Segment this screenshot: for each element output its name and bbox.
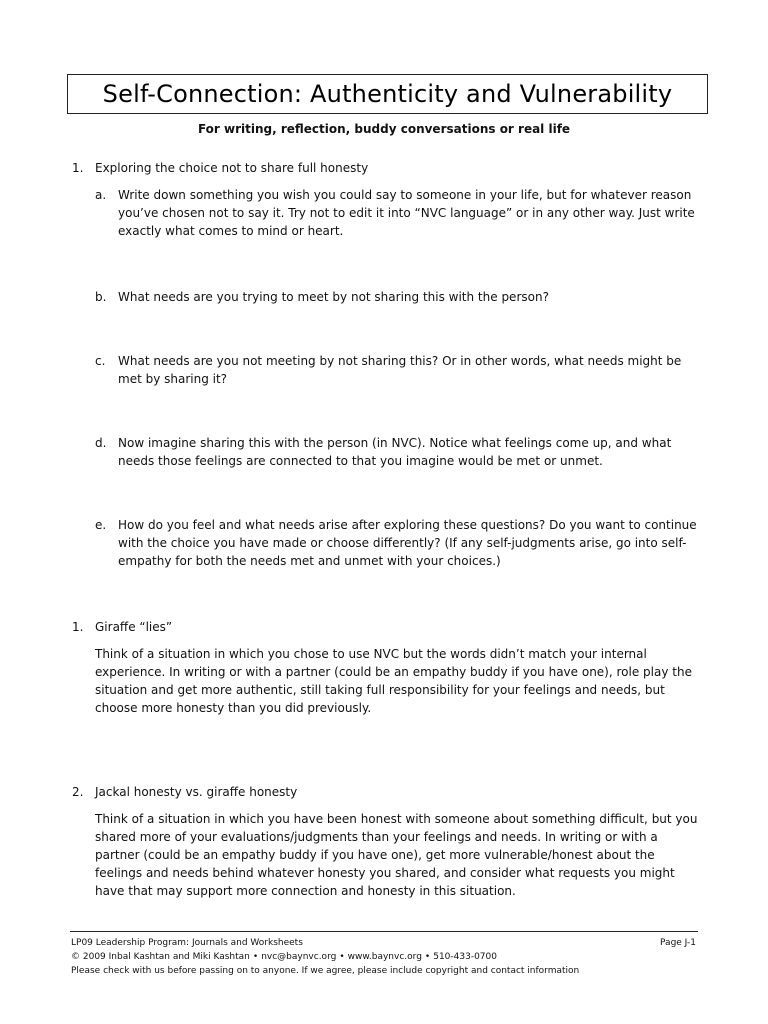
item-d-letter: d. xyxy=(95,436,107,450)
item-a-text: Write down something you wish you could say to someone in your life, but for whatever reason you’ve chosen not to say it. Try not to edit it into “NVC language” or in any other way. Just write exactly what comes to mind or heart. xyxy=(118,188,695,238)
page-subtitle: For writing, reflection, buddy conversations or real life xyxy=(197,122,571,136)
footer-contact: © 2009 Inbal Kashtan and Miki Kashtan • nvc@baynvc.org • www.baynvc.org • 510-433-0700 xyxy=(71,952,497,962)
item-a-letter: a. xyxy=(95,188,107,202)
item-e-letter: e. xyxy=(95,518,107,532)
section-1-number: 1. xyxy=(72,161,84,175)
title-box xyxy=(67,74,708,114)
section-3-number: 2. xyxy=(72,785,84,799)
footer-program: LP09 Leadership Program: Journals and Worksheets xyxy=(71,938,303,948)
item-d-text: Now imagine sharing this with the person (in NVC). Notice what feelings come up, and what needs those feelings are connected to that you imagine would be met or unmet. xyxy=(118,436,672,468)
footer-divider xyxy=(70,931,698,932)
footer-copyright: © 2009 Inbal Kashtan and Miki Kashtan xyxy=(71,952,250,962)
item-c-text: What needs are you not meeting by not sharing this? Or in other words, what needs might be met by sharing it? xyxy=(118,354,682,386)
section-3-text: Think of a situation in which you have been honest with someone about something difficult, but you shared more of your evaluations/judgments than your feelings and needs. In writing or with a partner (could be an empathy buddy if you have one), get more vulnerable/honest about the feelings and needs behind whatever honesty you shared, and consider what requests you might have that may support more connection and honesty in this situation. xyxy=(95,812,698,898)
footer-website[interactable]: www.baynvc.org xyxy=(347,952,422,962)
footer-phone: 510-433-0700 xyxy=(433,952,497,962)
section-1-heading: Exploring the choice not to share full honesty xyxy=(95,161,369,175)
item-b-text: What needs are you trying to meet by not sharing this with the person? xyxy=(118,290,549,304)
item-e-text: How do you feel and what needs arise after exploring these questions? Do you want to continue with the choice you have made or choose differently? (If any self-judgments arise, go into self-empathy for both the needs met and unmet with your choices.) xyxy=(118,518,697,568)
footer-notice: Please check with us before passing on to anyone. If we agree, please include copyright and contact information xyxy=(71,966,580,976)
page-title: Self-Connection: Authenticity and Vulnerability xyxy=(102,80,673,108)
section-2-text: Think of a situation in which you chose to use NVC but the words didn’t match your internal experience. In writing or with a partner (could be an empathy buddy if you have one), role play the situation and get more authentic, still taking full responsibility for your feelings and needs, but choose more honesty than you did previously. xyxy=(95,647,692,715)
item-c-letter: c. xyxy=(95,354,106,368)
footer-email[interactable]: nvc@baynvc.org xyxy=(261,952,337,962)
footer-page-number: Page J-1 xyxy=(660,938,696,948)
section-3-heading: Jackal honesty vs. giraffe honesty xyxy=(95,785,298,799)
section-2-number: 1. xyxy=(72,620,84,634)
item-b-letter: b. xyxy=(95,290,107,304)
section-2-heading: Giraffe “lies” xyxy=(95,620,173,634)
